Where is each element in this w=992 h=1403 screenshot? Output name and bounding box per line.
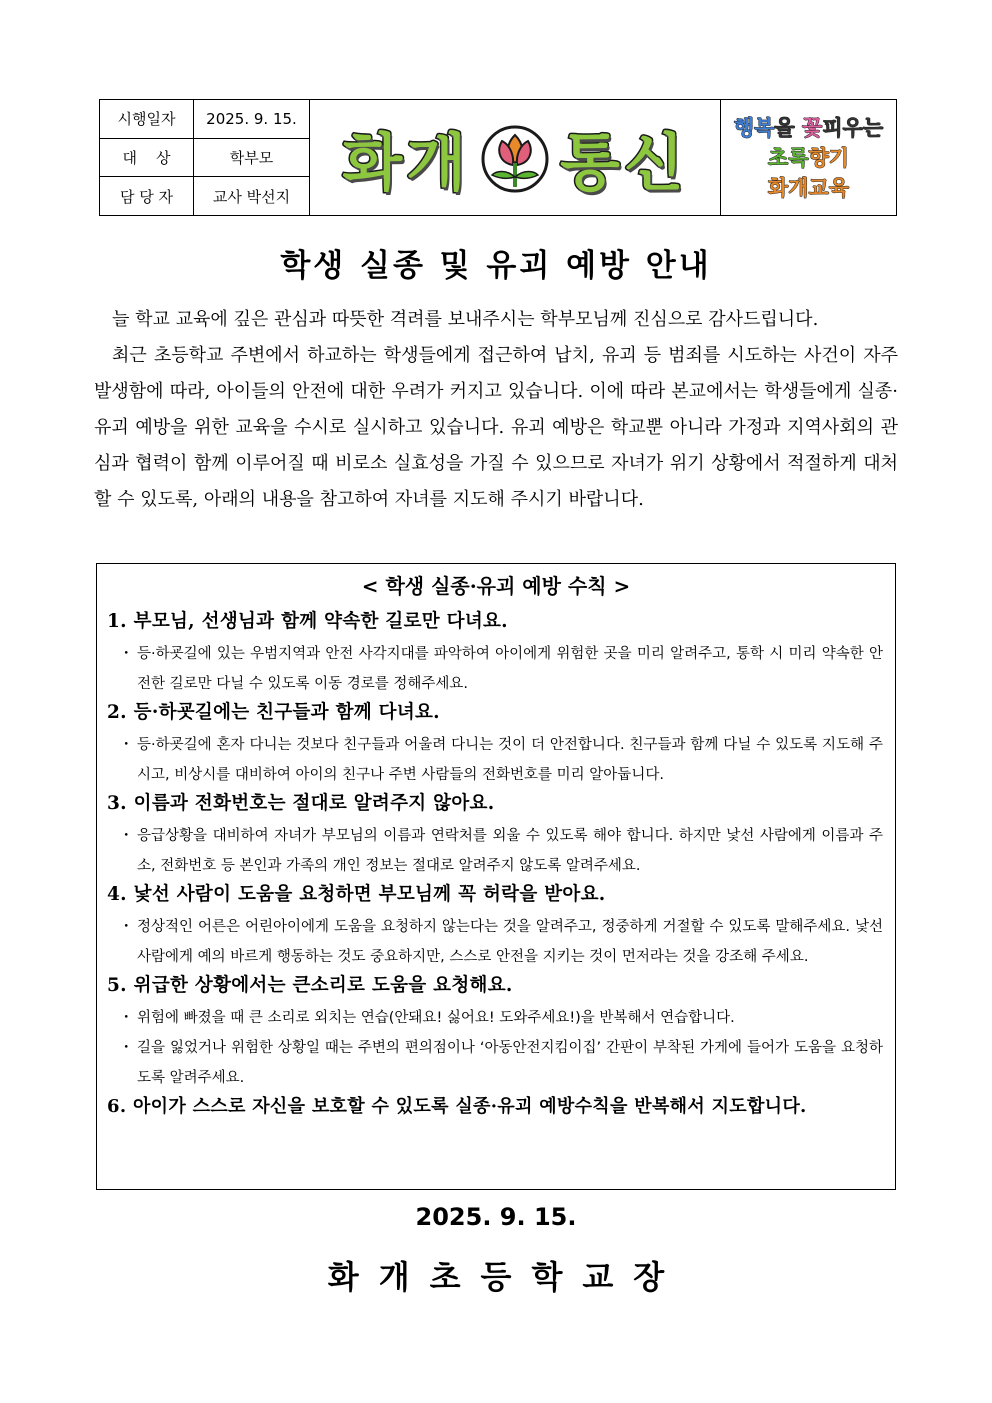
motto-word: 향기 <box>808 145 850 170</box>
motto-word: 을 <box>774 115 803 140</box>
rule-heading: 2. 등·하굣길에는 친구들과 함께 다녀요. <box>107 702 440 723</box>
rule-heading: 3. 이름과 전화번호는 절대로 알려주지 않아요. <box>107 793 495 814</box>
meta-row-target <box>100 139 309 178</box>
page-title: 학생 실종 및 유괴 예방 안내 <box>280 248 712 284</box>
meta-key: 담 당 자 <box>100 177 194 215</box>
motto-line-1 <box>734 113 883 143</box>
rule-heading: 5. 위급한 상황에서는 큰소리로 도움을 요청해요. <box>107 975 513 996</box>
rule-heading: 1. 부모님, 선생님과 함께 약속한 길로만 다녀요. <box>107 611 508 632</box>
rule-bullet: ・ 등·하굣길에 있는 우범지역과 안전 사각지대를 파악하여 아이에게 위험한 곳을 미리 알려주고, 통학 시 미리 약속한 안전한 길로만 다닐 수 있도록 이동 경로를 정해주세요. <box>107 639 883 699</box>
school-principal: 화개초등학교장 <box>327 1258 685 1296</box>
motto-word: 행복 <box>733 115 775 140</box>
rule-heading: 6. 아이가 스스로 자신을 보호할 수 있도록 실종·유괴 예방수칙을 반복해서 지도합니다. <box>107 1096 807 1117</box>
rule-heading: 4. 낯선 사람이 도움을 요청하면 부모님께 꼭 허락을 받아요. <box>107 884 606 905</box>
motto-word: 화개교육 <box>767 175 850 200</box>
issue-date: 2025. 9. 15. <box>415 1203 577 1231</box>
intro-text <box>94 302 898 518</box>
meta-row-owner <box>100 177 309 215</box>
motto-word: 피우는 <box>822 115 884 140</box>
motto-word: 꽃 <box>802 115 823 140</box>
header-table <box>99 99 897 216</box>
rule-bullet: ・ 길을 잃었거나 위험한 상황일 때는 주변의 편의점이나 ‘아동안전지킴이집’ 간판이 부착된 가게에 들어가 도움을 요청하도록 알려주세요. <box>107 1033 883 1093</box>
school-motto <box>721 100 896 215</box>
motto-line-3 <box>768 173 849 203</box>
rule-bullet: ・ 정상적인 어른은 어린아이에게 도움을 요청하지 않는다는 것을 알려주고, 정중하게 거절할 수 있도록 말해주세요. 낯선 사람에게 예의 바르게 행동하는 것도 중요하지만, 스스로 안전을 지키는 것이 먼저라는 것을 강조해 주세요. <box>107 912 883 972</box>
meta-key: 대 상 <box>100 139 194 177</box>
logo-text-right: 통신 <box>560 126 688 199</box>
motto-line-2 <box>768 143 849 173</box>
meta-row-date <box>100 100 309 139</box>
meta-value: 학부모 <box>229 149 274 167</box>
school-flower-icon <box>480 119 550 197</box>
logo-text-left: 화개 <box>342 126 470 199</box>
intro-paragraph: 최근 초등학교 주변에서 하교하는 학생들에게 접근하여 납치, 유괴 등 범죄를 시도하는 사건이 자주 발생함에 따라, 아이들의 안전에 대한 우려가 커지고 있습니다. 이에 따라 본교에서는 학생들에게 실종·유괴 예방을 위한 교육을 수시로 실시하고 있습니다. 유괴 예방은 학교뿐 아니라 가정과 지역사회의 관심과 협력이 함께 이루어질 때 비로소 실효성을 가질 수 있으므로 자녀가 위기 상황에서 적절하게 대처할 수 있도록, 아래의 내용을 참고하여 자녀를 지도해 주시기 바랍니다. <box>94 345 898 510</box>
rule-bullet: ・ 응급상황을 대비하여 자녀가 부모님의 이름과 연락처를 외울 수 있도록 해야 합니다. 하지만 낯선 사람에게 이름과 주소, 전화번호 등 본인과 가족의 개인 정보는 절대로 알려주지 않도록 알려주세요. <box>107 821 883 881</box>
rules-title: < 학생 실종·유괴 예방 수칙 > <box>361 574 631 598</box>
newsletter-logo <box>310 100 721 215</box>
meta-table <box>100 100 310 215</box>
meta-key: 시행일자 <box>100 100 194 138</box>
intro-paragraph: 늘 학교 교육에 깊은 관심과 따뜻한 격려를 보내주시는 학부모님께 진심으로 감사드립니다. <box>112 309 819 330</box>
meta-value: 교사 박선지 <box>212 187 291 206</box>
rule-bullet: ・ 등·하굣길에 혼자 다니는 것보다 친구들과 어울려 다니는 것이 더 안전합니다. 친구들과 함께 다닐 수 있도록 지도해 주시고, 비상시를 대비하여 아이의 친구나 주변 사람들의 전화번호를 미리 알아둡니다. <box>107 730 883 790</box>
rule-bullet: ・ 위험에 빠졌을 때 큰 소리로 외치는 연습(안돼요! 싫어요! 도와주세요!)을 반복해서 연습합니다. <box>107 1003 883 1033</box>
rules-box <box>96 563 896 1190</box>
meta-value: 2025. 9. 15. <box>206 109 297 128</box>
motto-word: 초록 <box>767 145 809 170</box>
